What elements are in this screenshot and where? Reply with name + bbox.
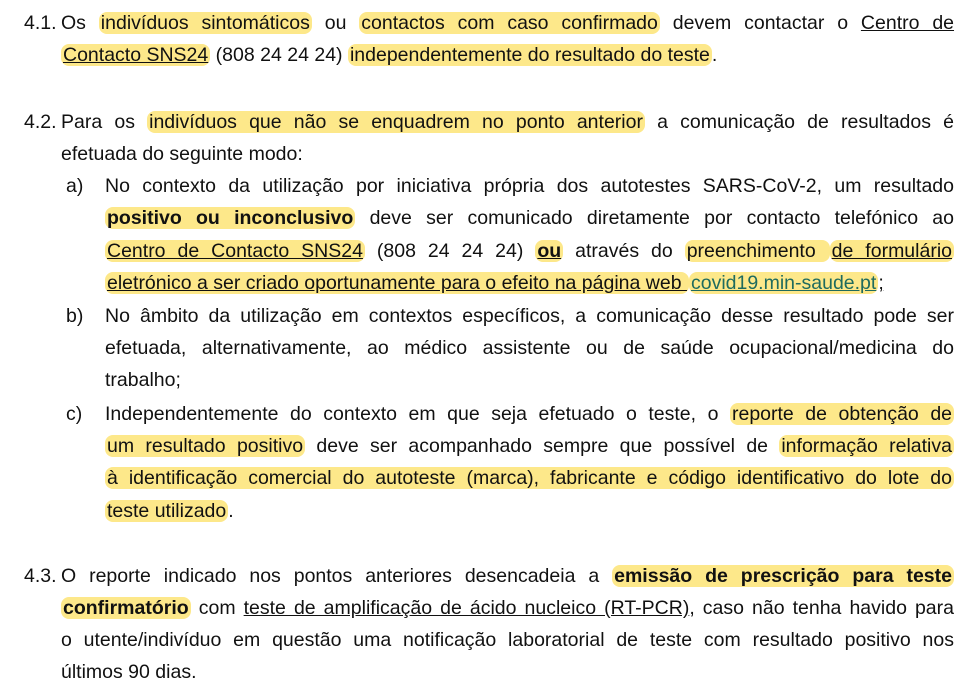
highlight: contactos com caso confirmado bbox=[361, 12, 658, 34]
paragraph-line bbox=[61, 595, 954, 621]
list-item-line bbox=[105, 270, 884, 296]
highlight-underlined: Contacto SNS24 bbox=[63, 44, 209, 66]
paragraph-line bbox=[61, 109, 954, 135]
highlight: independentemente do resultado do teste bbox=[349, 44, 710, 66]
paragraph-line: o utente/indivíduo em questão uma notificação laboratorial de teste com resultado positivo nos bbox=[61, 629, 954, 651]
text: . bbox=[711, 44, 718, 66]
list-item-line: No contexto da utilização por iniciativa própria dos autotestes SARS-CoV-2, um resultado bbox=[105, 175, 954, 197]
text: O reporte indicado nos pontos anteriores desencadeia a bbox=[61, 565, 613, 587]
text: . bbox=[228, 500, 234, 522]
highlight-underlined: de formulário bbox=[831, 240, 952, 262]
text: (808 24 24 24) bbox=[210, 44, 348, 66]
text: devem contactar o bbox=[659, 12, 861, 34]
highlight: teste utilizado bbox=[107, 500, 227, 522]
text: a comunicação de resultados é bbox=[644, 111, 954, 133]
list-item-line bbox=[105, 465, 954, 491]
highlight-bold: emissão de prescrição para teste bbox=[614, 565, 952, 587]
list-item-line: trabalho; bbox=[105, 369, 181, 391]
list-item-line bbox=[105, 205, 954, 231]
paragraph-line bbox=[61, 42, 717, 68]
list-item-line: No âmbito da utilização em contextos específicos, a comunicação desse resultado pode ser bbox=[105, 305, 954, 327]
highlight: preenchimento bbox=[686, 240, 828, 262]
highlight-underlined: Centro de Contacto SNS24 bbox=[107, 240, 363, 262]
section-number: 4.1. bbox=[24, 12, 57, 34]
paragraph-line: últimos 90 dias. bbox=[61, 661, 197, 683]
section-number: 4.2. bbox=[24, 111, 57, 133]
text: deve ser acompanhado sempre que possível de bbox=[305, 435, 780, 457]
highlight-bold: ou bbox=[537, 240, 562, 262]
paragraph-line: efetuada do seguinte modo: bbox=[61, 143, 303, 165]
text: com bbox=[190, 597, 244, 619]
highlight: reporte de obtenção de bbox=[731, 403, 953, 425]
highlight: indivíduos que não se enquadrem no ponto anterior bbox=[149, 111, 643, 133]
list-item-line: efetuada, alternativamente, ao médico assistente ou de saúde ocupacional/medicina do bbox=[105, 337, 954, 359]
list-letter: a) bbox=[66, 175, 84, 197]
list-letter: b) bbox=[66, 305, 84, 327]
text: ; bbox=[878, 272, 884, 294]
list-item-line bbox=[105, 498, 234, 524]
underlined-text: teste de amplificação de ácido nucleico (RT-PCR) bbox=[243, 597, 690, 619]
list-letter: c) bbox=[66, 403, 83, 425]
highlight-bold: confirmatório bbox=[63, 597, 189, 619]
text: Para os bbox=[61, 111, 148, 133]
text: Os bbox=[61, 12, 99, 34]
list-item-line bbox=[105, 401, 954, 427]
list-item-line bbox=[105, 238, 954, 264]
section-number: 4.3. bbox=[24, 565, 57, 587]
highlight: um resultado positivo bbox=[107, 435, 304, 457]
underlined-text: Centro de bbox=[860, 12, 955, 34]
web-link[interactable]: covid19.min-saude.pt bbox=[690, 272, 877, 294]
text: (808 24 24 24) bbox=[364, 240, 536, 262]
highlight: informação relativa bbox=[781, 435, 952, 457]
highlight: à identificação comercial do autoteste (marca), fabricante e código identificativo do lote do bbox=[107, 467, 952, 489]
text: , caso não tenha havido para bbox=[689, 597, 954, 619]
list-item-line bbox=[105, 433, 954, 459]
highlight: indivíduos sintomáticos bbox=[100, 12, 310, 34]
paragraph-line bbox=[61, 10, 954, 36]
text: deve ser comunicado diretamente por contacto telefónico ao bbox=[355, 207, 954, 229]
text: Independentemente do contexto em que seja efetuado o teste, o bbox=[105, 403, 730, 425]
paragraph-line bbox=[61, 563, 954, 589]
highlight-underlined: eletrónico a ser criado oportunamente para o efeito na página web bbox=[107, 272, 687, 294]
highlight-bold: positivo ou inconclusivo bbox=[107, 207, 354, 229]
text: ou bbox=[311, 12, 360, 34]
text: através do bbox=[563, 240, 685, 262]
